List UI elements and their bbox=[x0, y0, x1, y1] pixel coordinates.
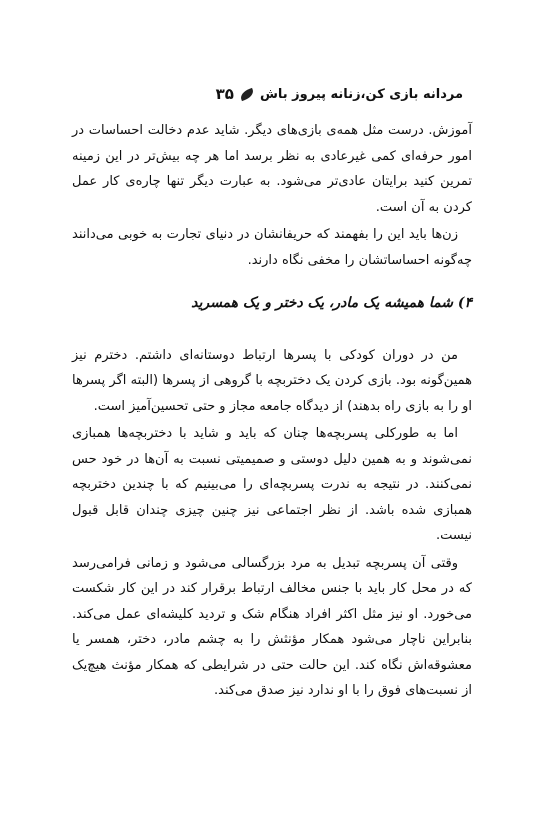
running-header bbox=[63, 85, 463, 103]
paragraph: اما به طورکلی پسربچه‌ها چنان که باید و شاید با دختربچه‌ها همبازی نمی‌شوند و به همین دلیل دوستی و صمیمیتی نسبت به آن‌ها در خود حس نمی‌کنند. در نتیجه به ندرت پسربچه‌ای را می‌بینیم که با چندین دختربچه همبازی شده باشد. از نظر اجتماعی نیز چنین چیزی چندان قابل قبول نیست. bbox=[72, 426, 472, 543]
section-heading: ۴) شما همیشه یک مادر، یک دختر و یک همسرید bbox=[191, 295, 472, 311]
paragraph: وقتی آن پسربچه تبدیل به مرد بزرگسالی می‌شود و زمانی فرامی‌رسد که در محل کار باید با جنس مخالف ارتباط برقرار کند در این کار شکست می‌خورد. او نیز مثل اکثر افراد هنگام شک و تردید کلیشه‌ای عمل می‌کند. بنابراین ناچار می‌شود همکار مؤنثش را به چشم مادر، دختر، همسر یا معشوقه‌اش نگاه کند. این حالت حتی در شرایطی که همکار مؤنث هیچ‌یک از نسبت‌های فوق را با او ندارد نیز صدق می‌کند. bbox=[72, 555, 472, 698]
page-number: ۳۵ bbox=[215, 85, 234, 103]
paragraph: آموزش. درست مثل همه‌ی بازی‌های دیگر. شاید عدم دخالت احساسات در امور حرفه‌ای کمی غیرعادی به نظر برسد اما هر چه بیش‌تر در این زمینه تمرین کنید برایتان عادی‌تر می‌شود. به عبارت دیگر تنها چاره‌ی کار عمل کردن به آن است. bbox=[72, 123, 472, 215]
page-body bbox=[72, 118, 472, 704]
header-title: مردانه بازی کن،زنانه پیروز باش bbox=[259, 86, 463, 102]
leaf-ornament-icon bbox=[239, 87, 255, 100]
paragraph: من در دوران کودکی با پسرها ارتباط دوستانه‌ای داشتم. دخترم نیز همین‌گونه بود. بازی کردن یک دختربچه با گروهی از پسرها (البته اگر پسرها او را به بازی راه بدهند) از دیدگاه جامعه مجاز و حتی تحسین‌آمیز است. bbox=[72, 347, 472, 414]
paragraph: زن‌ها باید این را بفهمند که حریفانشان در دنیای تجارت به خوبی می‌دانند چه‌گونه احساساتشان را مخفی نگاه دارند. bbox=[72, 227, 472, 268]
